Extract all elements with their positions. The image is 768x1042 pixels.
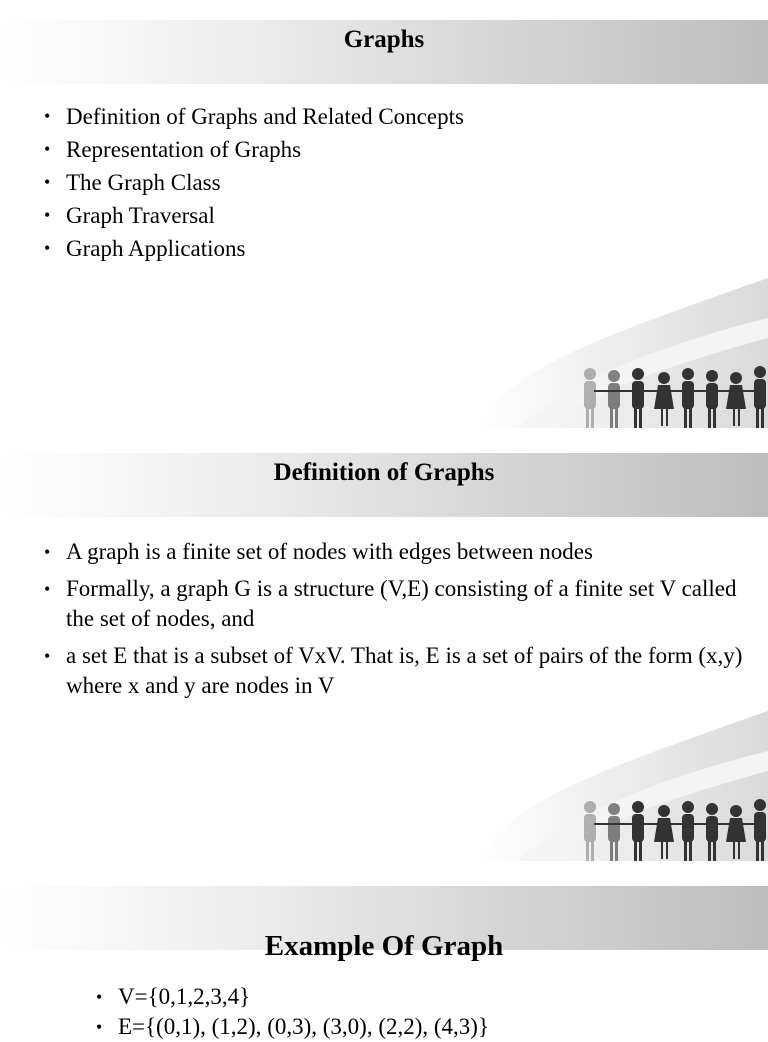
bullet-text: Representation of Graphs [66,137,302,162]
bullet-item [44,574,744,634]
bullet-icon: • [44,205,51,225]
bullet-icon: • [44,542,51,562]
bullet-icon: • [96,987,103,1007]
bullet-icon: • [44,139,51,159]
slide-graphs [0,0,768,428]
bullet-icon: • [44,579,51,599]
slide-title: Example Of Graph [264,930,504,962]
bullet-item [44,133,744,166]
bullet-list [96,982,736,1042]
bullet-icon: • [44,172,51,192]
bullet-list [44,537,744,708]
bullet-text: E={(0,1), (1,2), (0,3), (3,0), (2,2), (4,3)} [118,1014,490,1039]
slide-title: Definition of Graphs [273,459,495,486]
bullet-item [44,641,744,701]
bullet-text: The Graph Class [66,170,221,195]
bullet-icon: • [96,1017,103,1037]
slide-example-of-graph [0,866,768,1039]
bullet-list [44,100,744,265]
slide-title: Graphs [343,26,425,53]
slide-definition-of-graphs [0,433,768,861]
bullet-item [44,537,744,567]
bullet-item [44,166,744,199]
bullet-item [44,100,744,133]
bullet-text: a set E that is a subset of VxV. That is, E is a set of pairs of the form (x,y) where x and y are nodes in V [66,643,743,698]
bullet-text: Graph Traversal [66,203,215,228]
people-holding-hands-icon [478,278,768,428]
bullet-text: Graph Applications [66,236,246,261]
bullet-text: Formally, a graph G is a structure (V,E) consisting of a finite set V called the set of nodes, and [66,576,737,631]
bullet-icon: • [44,238,51,258]
bullet-item [96,1012,736,1042]
bullet-text: Definition of Graphs and Related Concepts [66,104,464,129]
bullet-icon: • [44,106,51,126]
bullet-item [44,199,744,232]
bullet-icon: • [44,646,51,666]
bullet-text: V={0,1,2,3,4} [118,984,251,1009]
bullet-item [44,232,744,265]
people-holding-hands-icon [478,711,768,861]
bullet-text: A graph is a finite set of nodes with edges between nodes [66,539,593,564]
bullet-item [96,982,736,1012]
